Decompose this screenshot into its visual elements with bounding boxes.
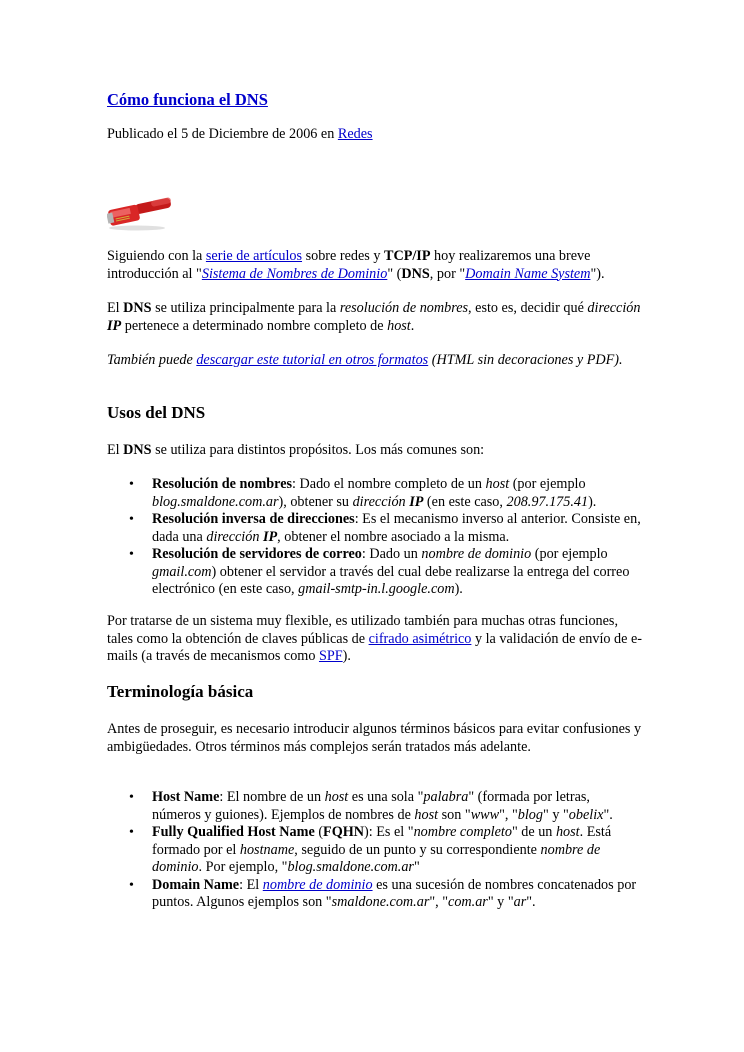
download-paragraph: También puede descargar este tutorial en otros formatos (HTML sin decoraciones y PDF). — [107, 352, 623, 368]
terminology-list — [107, 789, 642, 912]
heading-usos: Usos del DNS — [107, 403, 206, 422]
spf-link[interactable]: SPF — [318, 648, 343, 664]
network-cable-icon — [107, 191, 173, 231]
sistema-nombres-link[interactable]: Sistema de Nombres de Dominio — [201, 265, 388, 282]
domain-name-system-link[interactable]: Domain Name System — [465, 265, 591, 282]
posted-prefix: Publicado el 5 de Diciembre de 2006 en — [107, 126, 338, 142]
list-item: • Resolución inversa de direcciones: Es el mecanismo inverso al anterior. Consiste en, dada una dirección IP, obtener el nombre asociado a la misma. — [107, 511, 642, 546]
flexible-paragraph: Por tratarse de un sistema muy flexible, es utilizado también para muchas otras funciones, tales como la obtención de claves públicas de cifrado asimétrico y la validación de envío de e-mails (a través de mecanismos como SPF). — [107, 613, 642, 664]
category-link[interactable]: Redes — [337, 126, 373, 142]
nombre-de-dominio-link[interactable]: nombre de dominio — [262, 876, 373, 893]
usos-intro-paragraph: El DNS se utiliza para distintos propósitos. Los más comunes son: — [107, 442, 485, 458]
list-item: • Resolución de servidores de correo: Dado un nombre de dominio (por ejemplo gmail.com) obtener el servidor a través del cual debe realizarse la entrega del correo electrónico (en este caso, gmail-smtp-in.l.google.com). — [107, 546, 642, 599]
posted-line — [107, 126, 373, 144]
list-item: • Host Name: El nombre de un host es una sola "palabra" (formada por letras, números y guiones). Ejemplos de nombres de host son "www", "blog" y "obelix". — [107, 789, 642, 824]
list-item: • Domain Name: El nombre de dominio es una sucesión de nombres concatenados por puntos. Algunos ejemplos son "smaldone.com.ar", "com.ar" y "ar". — [107, 877, 642, 912]
usos-list — [107, 476, 642, 599]
list-item: • Fully Qualified Host Name (FQHN): Es el "nombre completo" de un host. Está formado por el hostname, seguido de un punto y su correspondiente nombre de dominio. Por ejemplo, "blog.smaldone.com.ar" — [107, 824, 642, 877]
list-item: • Resolución de nombres: Dado el nombre completo de un host (por ejemplo blog.smaldone.com.ar), obtener su dirección IP (en este caso, 208.97.175.41). — [107, 476, 642, 511]
download-link[interactable]: descargar este tutorial en otros formatos — [196, 352, 429, 368]
heading-terminologia: Terminología básica — [107, 682, 254, 701]
dns-purpose-paragraph: El DNS se utiliza principalmente para la resolución de nombres, esto es, decidir qué dirección IP pertenece a determinado nombre completo de host. — [107, 300, 641, 334]
cifrado-asimetrico-link[interactable]: cifrado asimétrico — [368, 630, 472, 647]
serie-link[interactable]: serie de artículos — [205, 248, 303, 264]
intro-paragraph: Siguiendo con la serie de artículos sobre redes y TCP/IP hoy realizaremos una breve introducción al "Sistema de Nombres de Dominio" (DNS, por "Domain Name System"). — [107, 248, 605, 282]
article-title-link[interactable]: Cómo funciona el DNS — [107, 90, 268, 109]
terminology-intro-paragraph: Antes de proseguir, es necesario introducir algunos términos básicos para evitar confusiones y ambigüedades. Otros términos más complejos serán tratados más adelante. — [107, 721, 642, 755]
